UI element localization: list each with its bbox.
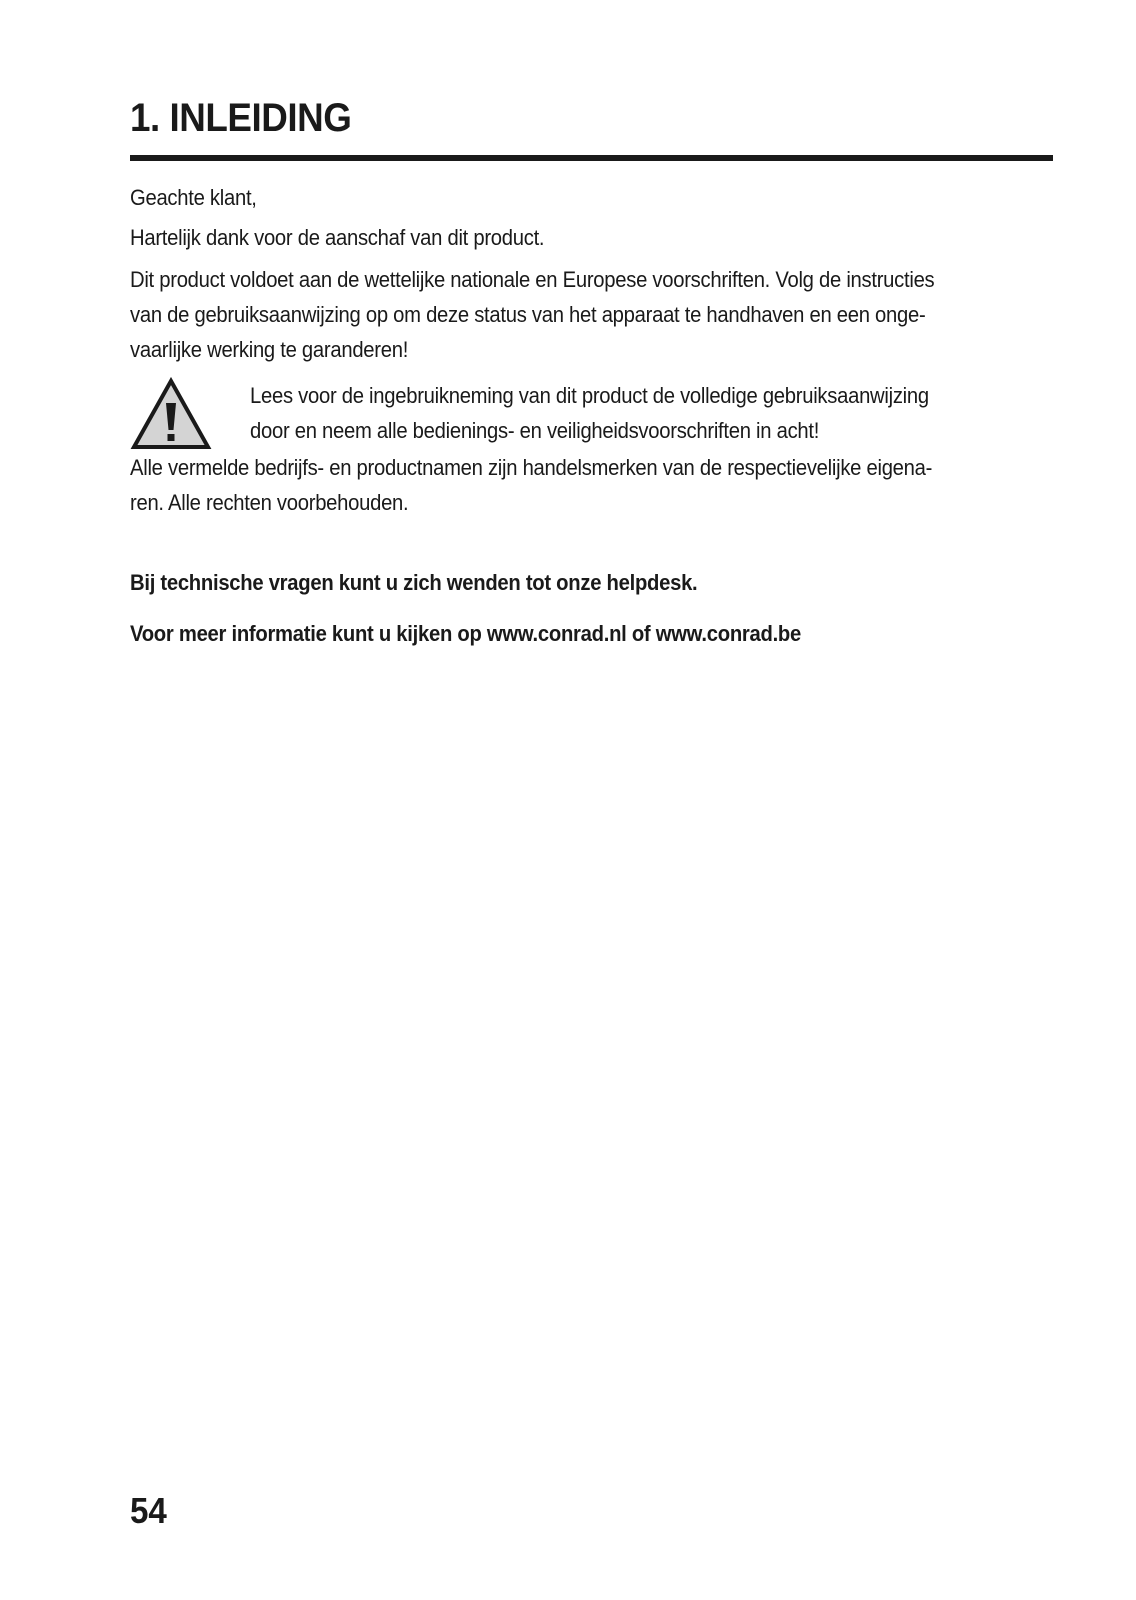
warning-triangle-icon [130, 377, 212, 451]
trademark-paragraph [130, 450, 1050, 520]
heading-divider [130, 155, 1053, 161]
thanks-text: Hartelijk dank voor de aanschaf van dit product. [130, 225, 545, 250]
page-number: 54 [130, 1490, 167, 1531]
thanks-paragraph [130, 220, 1050, 255]
trademark-line: ren. Alle rechten voorbehouden. [130, 490, 409, 515]
warning-line: Lees voor de ingebruikneming van dit product de volledige gebruiksaanwijzing [250, 383, 929, 408]
trademark-line: Alle vermelde bedrijfs- en productnamen zijn handelsmerken van de respectievelijke eigena- [130, 455, 933, 480]
more-info-text: Voor meer informatie kunt u kijken op www.conrad.nl of www.conrad.be [130, 621, 801, 646]
warning-notice [250, 378, 1050, 448]
helpdesk-note [130, 565, 1050, 600]
compliance-line: vaarlijke werking te garanderen! [130, 337, 409, 362]
compliance-line: van de gebruiksaanwijzing op om deze status van het apparaat te handhaven en een onge- [130, 302, 926, 327]
salutation [130, 180, 1050, 215]
warning-line: door en neem alle bedienings- en veiligheidsvoorschriften in acht! [250, 418, 820, 443]
helpdesk-text: Bij technische vragen kunt u zich wenden tot onze helpdesk. [130, 570, 698, 595]
page-title: 1. INLEIDING [130, 96, 352, 140]
more-info-note [130, 616, 1050, 651]
compliance-paragraph [130, 262, 1050, 367]
compliance-line: Dit product voldoet aan de wettelijke nationale en Europese voorschriften. Volg de instructies [130, 267, 935, 292]
salutation-text: Geachte klant, [130, 185, 257, 210]
